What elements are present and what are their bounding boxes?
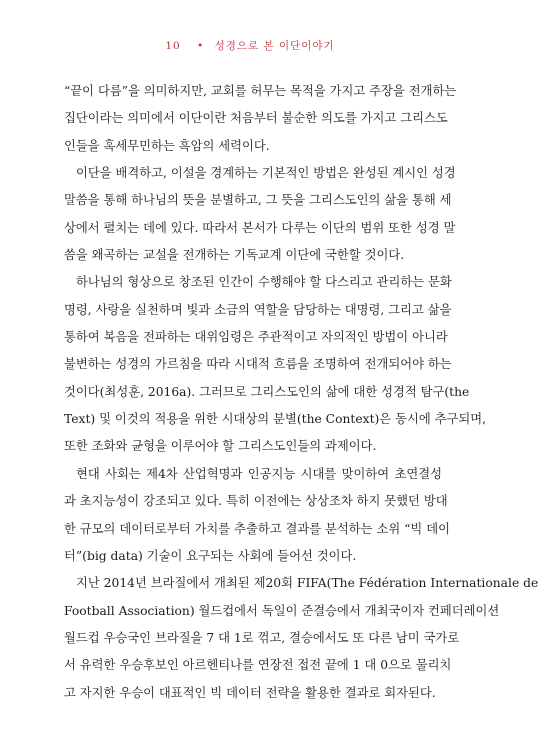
text-line: 말씀을 통해 하나님의 뜻을 분별하고, 그 뜻을 그리스도인의 삶을 통해 세	[64, 193, 452, 208]
text-line: 이단을 배격하고, 이설을 경계하는 기본적인 방법은 완성된 계시인 성경	[76, 166, 456, 181]
text-line: 터”(big data) 기술이 요구되는 사회에 들어선 것이다.	[64, 548, 357, 563]
text-line: 지난 2014년 브라질에서 개최된 제20회 FIFA(The Fédération Internationale de	[76, 576, 538, 591]
text-line: Text) 및 이것의 적용을 위한 시대상의 분별(the Context)은 동시에 추구되며,	[64, 412, 487, 427]
text-line: 상에서 펼치는 데에 있다. 따라서 본서가 다루는 이단의 범위 또한 성경 말	[64, 220, 456, 235]
text-line: 하나님의 형상으로 창조된 인간이 수행해야 할 다스리고 관리하는 문화	[76, 275, 452, 290]
text-line: “끝이 다름”을 의미하지만, 교회를 허무는 목적을 가지고 주장을 전개하는	[64, 84, 457, 98]
text-line: 고 자지한 우승이 대표적인 빅 데이터 전략을 활용한 결과로 회자된다.	[64, 685, 436, 700]
text-line: 서 유력한 우승후보인 아르헨티나를 연장전 접전 끝에 1 대 0으로 물리치	[64, 658, 452, 673]
running-header	[0, 38, 500, 53]
text-line: Football Association) 월드컵에서 독일이 준결승에서 개최국이자 컨페더레이션	[64, 603, 500, 618]
text-line: 불변하는 성경의 가르침을 따라 시대적 흐름을 조명하여 전개되어야 하는	[64, 357, 452, 372]
paragraph	[64, 78, 457, 160]
paragraph	[64, 570, 538, 707]
text-line: 현대 사회는 제4차 산업혁명과 인공지능 시대를 맞이하여 초연결성	[76, 466, 442, 481]
text-line: 한 규모의 데이터로부터 가치를 추출하고 결과를 분석하는 소위 “빅 데이	[64, 521, 450, 536]
text-line: 월드컵 우승국인 브라질을 7 대 1로 꺾고, 결승에서도 또 다른 남미 국가로	[64, 630, 460, 645]
header-separator: •	[197, 40, 205, 52]
text-line: 과 초지능성이 강조되고 있다. 특히 이전에는 상상조차 하지 못했던 방대	[64, 494, 448, 509]
text-line: 인들을 혹세무민하는 흑암의 세력이다.	[64, 138, 270, 153]
paragraph	[64, 269, 487, 460]
text-line: 씀을 왜곡하는 교설을 전개하는 기독교계 이단에 국한할 것이다.	[64, 248, 405, 263]
paragraph	[64, 160, 456, 269]
book-title: 성경으로 본 이단이야기	[214, 40, 335, 52]
page-number: 10	[165, 40, 181, 52]
text-line: 통하여 복음을 전파하는 대위임령은 주관적이고 자의적인 방법이 아니라	[64, 330, 448, 345]
body-text	[64, 78, 538, 707]
paragraph	[64, 461, 450, 570]
text-line: 집단이라는 의미에서 이단이란 처음부터 불순한 의도를 가지고 그리스도	[64, 111, 448, 126]
text-line: 것이다(최성훈, 2016a). 그러므로 그리스도인의 삶에 대한 성경적 탐구(the	[64, 384, 470, 399]
text-line: 명령, 사랑을 실천하며 빛과 소금의 역할을 담당하는 대명령, 그리고 삶을	[64, 302, 452, 317]
text-line: 또한 조화와 균형을 이루어야 할 그리스도인들의 과제이다.	[64, 439, 377, 454]
